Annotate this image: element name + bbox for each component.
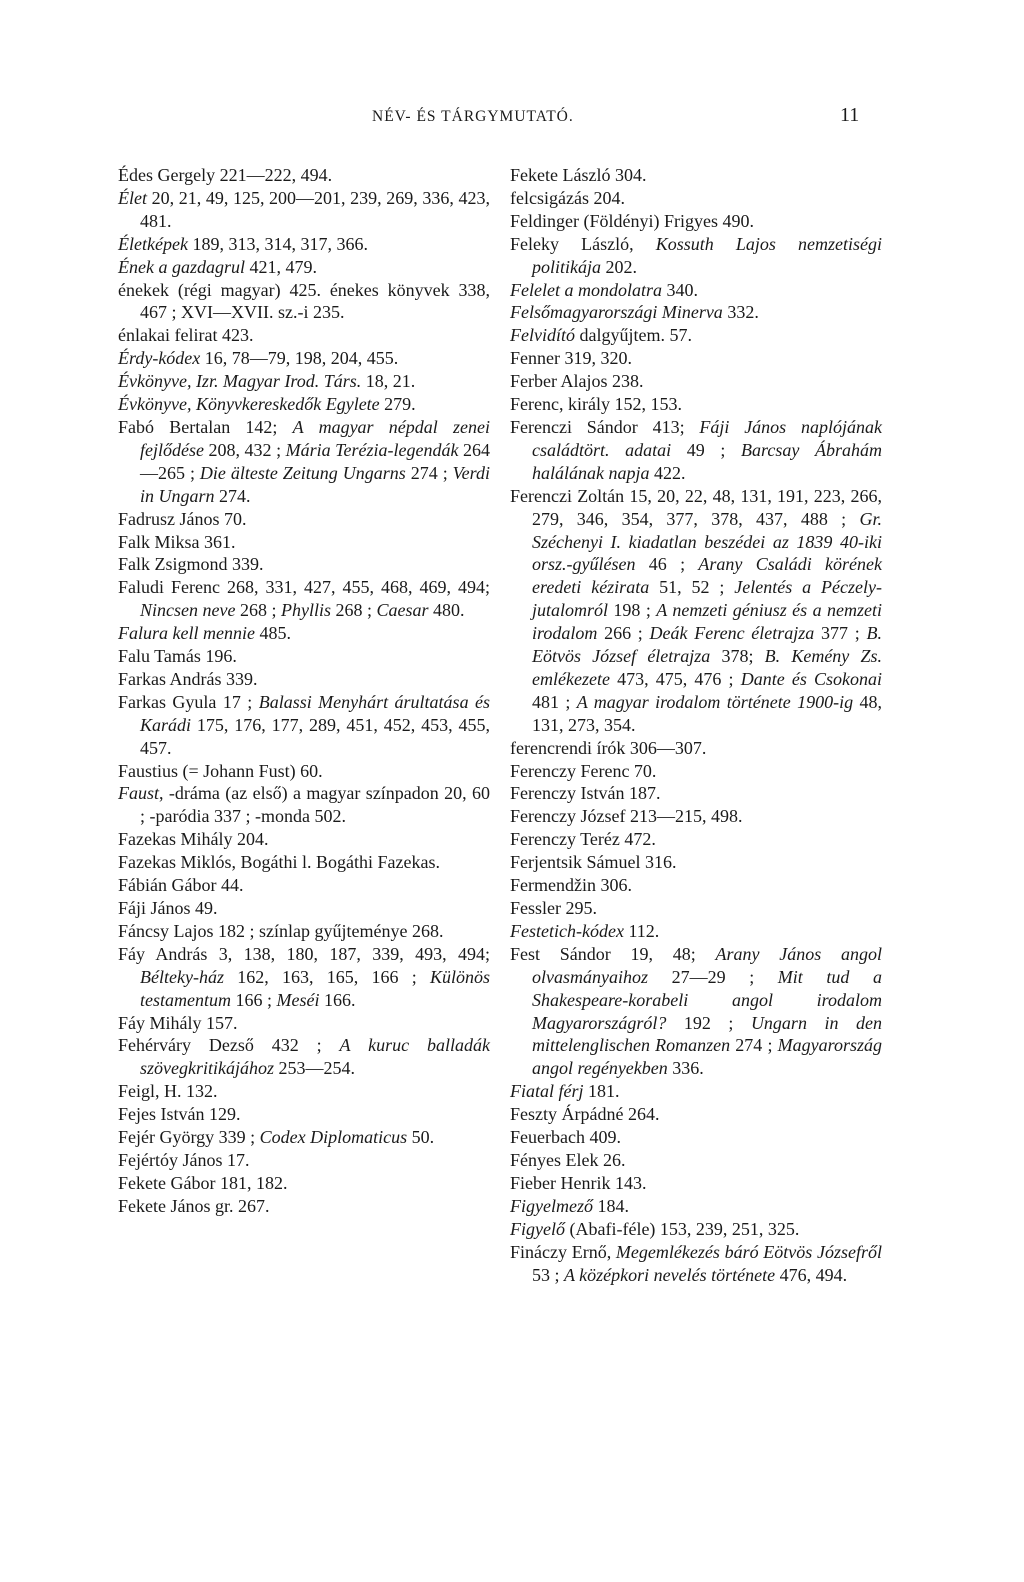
entry-text: Fináczy Ernő, <box>510 1241 616 1262</box>
running-title: NÉV- ÉS TÁRGYMUTATÓ. <box>372 108 574 125</box>
entry-text: ferencrendi írók 306—307. <box>510 737 707 758</box>
entry-title-italic: Felvidító <box>510 325 575 346</box>
entry-title-italic: Életképek <box>118 233 188 254</box>
entry-text: 20, 21, 49, 125, 200—201, 239, 269, 336, 423, 481. <box>140 187 490 231</box>
entry-text: énekek (régi magyar) 425. énekes könyvek 338, 467 ; XVI—XVII. sz.-i 235. <box>118 279 490 323</box>
entry-text: Ferenczy István 187. <box>510 783 661 804</box>
index-entry <box>118 1172 490 1195</box>
entry-text: 202. <box>601 256 637 277</box>
entry-text: Fazekas Miklós, Bogáthi l. Bogáthi Fazekas. <box>118 852 440 873</box>
index-entry <box>118 920 490 943</box>
index-entry <box>510 920 882 943</box>
entry-title-italic: A nemzeti géniusz és a nemzeti irodalom <box>532 600 882 644</box>
entry-text: Fabó Bertalan 142; <box>118 416 293 437</box>
entry-text: Fáy András 3, 138, 180, 187, 339, 493, 494; <box>118 943 490 964</box>
index-entry <box>510 1080 882 1103</box>
index-entry <box>510 393 882 416</box>
index-entry <box>118 370 490 393</box>
entry-text: 208, 432 ; <box>203 439 286 460</box>
index-entry <box>510 897 882 920</box>
entry-text: Fejér György 339 ; <box>118 1127 260 1148</box>
entry-title-italic: Kossuth Lajos nemzetiségi politikája <box>532 233 882 277</box>
index-entry <box>510 210 882 233</box>
index-entry <box>510 416 882 485</box>
index-entry <box>118 622 490 645</box>
index-entry <box>118 897 490 920</box>
index-entry <box>118 874 490 897</box>
entry-title-italic: Festetich-kódex <box>510 920 624 941</box>
entry-text: Farkas András 339. <box>118 668 258 689</box>
entry-title-italic: Gr. Széchenyi I. kiadatlan beszédei az 1839 40-iki orsz.-gyűlésen <box>532 508 882 575</box>
entry-text: 49 ; <box>671 439 742 460</box>
entry-text: 18, 21. <box>361 371 416 392</box>
index-entry <box>118 645 490 668</box>
entry-title-italic: Deák Ferenc életrajza <box>649 623 815 644</box>
index-entry <box>118 1149 490 1172</box>
page-number: 11 <box>840 104 860 126</box>
index-entry <box>118 1034 490 1080</box>
entry-text: Fejértóy János 17. <box>118 1149 250 1170</box>
entry-title-italic: Arany János angol olvasmányaihoz <box>532 943 882 987</box>
entry-text: Falk Miksa 361. <box>118 531 236 552</box>
index-entry <box>118 256 490 279</box>
index-entry <box>118 760 490 783</box>
index-entry <box>510 874 882 897</box>
index-entry <box>510 279 882 302</box>
entry-title-italic: Balassi Menyhárt árultatása és Karádi <box>140 691 490 735</box>
entry-text: Feldinger (Földényi) Frigyes 490. <box>510 210 754 231</box>
index-entry <box>118 576 490 622</box>
index-entry <box>510 233 882 279</box>
entry-text: Fekete Gábor 181, 182. <box>118 1172 288 1193</box>
entry-title-italic: Fáji János naplójának családtört. adatai <box>532 416 882 460</box>
entry-title-italic: Fiatal férj <box>510 1081 584 1102</box>
entry-text: 421, 479. <box>244 256 317 277</box>
entry-title-italic: B. Eötvös József életrajza <box>532 623 882 667</box>
index-entry <box>118 943 490 1012</box>
index-entry <box>510 1195 882 1218</box>
index-entry <box>118 553 490 576</box>
index-entry <box>118 782 490 828</box>
entry-text: Ferenc, király 152, 153. <box>510 394 682 415</box>
entry-text: 112. <box>623 920 660 941</box>
entry-title-italic: Felelet a mondolatra <box>510 279 662 300</box>
entry-title-italic: Barcsay Ábrahám halálának napja <box>532 439 882 483</box>
entry-text: 48, 131, 273, 354. <box>532 691 882 735</box>
entry-text: 181. <box>583 1081 620 1102</box>
index-entry <box>510 760 882 783</box>
entry-text: 175, 176, 177, 289, 451, 452, 453, 455, 457. <box>140 714 490 758</box>
entry-title-italic: Évkönyve, Könyvkereskedők Egylete <box>118 394 380 415</box>
entry-text: 189, 313, 314, 317, 366. <box>187 233 368 254</box>
index-entry <box>118 1126 490 1149</box>
entry-text: Faludi Ferenc 268, 331, 427, 455, 468, 469, 494; <box>118 577 490 598</box>
entry-text: 162, 163, 165, 166 ; <box>223 966 430 987</box>
entry-text: 46 ; <box>635 554 699 575</box>
index-entry <box>118 668 490 691</box>
entry-text: Fadrusz János 70. <box>118 508 247 529</box>
index-entry <box>118 1195 490 1218</box>
entry-text: Feuerbach 409. <box>510 1127 621 1148</box>
index-entry <box>118 393 490 416</box>
entry-title-italic: Megemlékezés báró Eötvös Józsefről <box>615 1241 882 1262</box>
entry-text: Fekete János gr. 267. <box>118 1195 270 1216</box>
entry-text: 184. <box>592 1195 629 1216</box>
entry-text: Fest Sándor 19, 48; <box>510 943 716 964</box>
entry-title-italic: Érdy-kódex <box>118 348 201 369</box>
page-header <box>0 104 1024 138</box>
entry-text: énlakai felirat 423. <box>118 325 254 346</box>
index-entry <box>118 347 490 370</box>
entry-text: Ferber Alajos 238. <box>510 371 644 392</box>
index-entry <box>118 416 490 508</box>
index-entry <box>510 737 882 760</box>
entry-text: 422. <box>649 462 686 483</box>
entry-title-italic: A magyar irodalom története 1900-ig <box>576 691 854 712</box>
entry-title-italic: Mária Terézia-legendák <box>285 439 459 460</box>
index-entry <box>510 851 882 874</box>
entry-text: Fazekas Mihály 204. <box>118 829 269 850</box>
entry-text: 51, 52 ; <box>649 577 735 598</box>
entry-title-italic: Jelentés a Péczely-jutalomról <box>532 577 883 621</box>
entry-title-italic: Mit tud a Shakespeare-korabeli angol irodalom Magyarországról? <box>532 966 882 1033</box>
entry-text: 480. <box>428 600 465 621</box>
index-entry <box>510 485 882 737</box>
entry-text: 377 ; <box>814 623 867 644</box>
entry-text: dalgyűjtem. 57. <box>574 325 692 346</box>
entry-title-italic: A magyar népdal zenei fejlődése <box>140 416 490 460</box>
index-entry <box>510 164 882 187</box>
entry-text: Fejes István 129. <box>118 1104 241 1125</box>
entry-text: Fermendžin 306. <box>510 875 632 896</box>
entry-title-italic: Figyelmező <box>510 1195 593 1216</box>
index-entry <box>510 1218 882 1241</box>
index-entry <box>510 1241 882 1287</box>
entry-title-italic: Figyelő <box>510 1218 565 1239</box>
entry-text: 268 ; <box>235 600 281 621</box>
index-entry <box>118 828 490 851</box>
index-entry <box>510 187 882 210</box>
entry-title-italic: Különös testamentum <box>140 966 490 1010</box>
entry-title-italic: Ének a gazdagrul <box>118 256 245 277</box>
entry-title-italic: A középkori nevelés története <box>564 1264 776 1285</box>
entry-text: Fáy Mihály 157. <box>118 1012 238 1033</box>
entry-text: Feigl, H. 132. <box>118 1081 218 1102</box>
entry-title-italic: A kuruc balladák szövegkritikájához <box>140 1035 490 1079</box>
entry-text: 473, 475, 476 ; <box>609 668 741 689</box>
entry-text: Fieber Henrik 143. <box>510 1172 647 1193</box>
entry-text: Ferenczi Zoltán 15, 20, 22, 48, 131, 191, 223, 266, 279, 346, 354, 377, 378, 437, 488 ; <box>510 485 882 529</box>
index-entry <box>510 301 882 324</box>
index-entry <box>118 691 490 760</box>
index-entry <box>118 233 490 256</box>
entry-text: Falk Zsigmond 339. <box>118 554 264 575</box>
entry-title-italic: Verdi in Ungarn <box>140 462 490 506</box>
entry-text: 332. <box>722 302 759 323</box>
entry-text: 279. <box>379 394 416 415</box>
entry-text: Fessler 295. <box>510 898 597 918</box>
entry-text: Falu Tamás 196. <box>118 646 237 667</box>
entry-text: 340. <box>661 279 698 300</box>
index-entry <box>118 164 490 187</box>
index-entry <box>510 347 882 370</box>
entry-text: 274. <box>214 485 251 506</box>
entry-title-italic: B. Kemény Zs. emlékezete <box>532 646 882 689</box>
entry-text: 53 ; <box>532 1264 565 1285</box>
entry-text: Fábián Gábor 44. <box>118 875 244 896</box>
entry-text: Feszty Árpádné 264. <box>510 1104 660 1125</box>
entry-title-italic: Évkönyve, Izr. Magyar Irod. Társ. <box>118 371 362 392</box>
entry-text: Fáji János 49. <box>118 898 218 918</box>
entry-text: Fenner 319, 320. <box>510 348 632 369</box>
entry-text: 16, 78—79, 198, 204, 455. <box>200 348 399 369</box>
entry-text: 485. <box>254 623 291 644</box>
entry-text: Édes Gergely 221—222, 494. <box>118 165 333 185</box>
entry-text: (Abafi-féle) 153, 239, 251, 325. <box>564 1218 800 1239</box>
entry-text: 266 ; <box>597 623 650 644</box>
entry-title-italic: Die älteste Zeitung Ungarns <box>199 462 406 483</box>
entry-text: 253—254. <box>273 1058 355 1079</box>
entry-text: Feleky László, <box>510 233 656 254</box>
index-entry <box>118 279 490 325</box>
entry-text: 274 ; <box>405 462 453 483</box>
entry-text: Ferjentsik Sámuel 316. <box>510 852 677 873</box>
index-entry <box>510 1149 882 1172</box>
entry-text: 166 ; <box>230 989 277 1010</box>
index-entry <box>510 370 882 393</box>
entry-title-italic: Arany Családi körének eredeti kézirata <box>532 554 882 598</box>
index-entry <box>510 324 882 347</box>
entry-text: 476, 494. <box>775 1264 848 1285</box>
entry-title-italic: Falura kell mennie <box>118 623 255 644</box>
entry-title-italic: Nincsen neve <box>140 600 236 621</box>
entry-text: 268 ; <box>330 600 377 621</box>
entry-text: 378; <box>710 646 765 667</box>
entry-text: 27—29 ; <box>648 966 778 987</box>
entry-title-italic: Élet <box>118 187 147 208</box>
index-entry <box>510 1103 882 1126</box>
index-entry <box>118 851 490 874</box>
entry-text: 274 ; <box>730 1035 778 1056</box>
entry-text: 336. <box>667 1058 704 1079</box>
entry-text: Faustius (= Johann Fust) 60. <box>118 760 323 781</box>
index-entry <box>510 828 882 851</box>
entry-title-italic: Magyarország angol regényekben <box>532 1035 882 1079</box>
entry-title-italic: Felsőmagyarországi Minerva <box>510 302 723 323</box>
entry-text: 192 ; <box>666 1012 751 1033</box>
index-entry <box>510 1172 882 1195</box>
entry-text: 264—265 ; <box>140 439 490 483</box>
entry-text: Farkas Gyula 17 ; <box>118 691 259 712</box>
entry-text: 198 ; <box>608 600 657 621</box>
index-entry <box>510 1126 882 1149</box>
entry-text: Ferenczi Sándor 413; <box>510 416 700 437</box>
entry-title-italic: Meséi <box>276 989 320 1010</box>
index-entry <box>118 1012 490 1035</box>
index-entry <box>118 531 490 554</box>
entry-text: , -dráma (az első) a magyar színpadon 20, 60 ; -paródia 337 ; -monda 502. <box>140 783 490 827</box>
entry-text: Fehérváry Dezső 432 ; <box>118 1035 340 1056</box>
index-entry <box>510 805 882 828</box>
entry-text: Fekete László 304. <box>510 165 647 185</box>
index-column-left <box>118 164 490 1218</box>
entry-text: 481 ; <box>532 691 577 712</box>
entry-text: Fáncsy Lajos 182 ; színlap gyűjteménye 268. <box>118 920 444 941</box>
index-entry <box>118 1080 490 1103</box>
entry-text: Ferenczy Teréz 472. <box>510 829 656 850</box>
index-column-right <box>510 164 882 1286</box>
index-entry <box>510 943 882 1080</box>
entry-title-italic: Phyllis <box>280 600 331 621</box>
entry-text: felcsigázás 204. <box>510 187 625 208</box>
entry-text: Fényes Elek 26. <box>510 1149 626 1170</box>
index-entry <box>118 508 490 531</box>
entry-text: Ferenczy József 213—215, 498. <box>510 806 743 827</box>
entry-title-italic: Codex Diplomaticus <box>259 1127 408 1148</box>
entry-text: 50. <box>407 1127 435 1148</box>
entry-title-italic: Caesar <box>376 600 429 621</box>
entry-text: Ferenczy Ferenc 70. <box>510 760 657 781</box>
entry-title-italic: Faust <box>118 783 160 804</box>
index-entry <box>118 187 490 233</box>
entry-title-italic: Ungarn in den mittelenglischen Romanzen <box>532 1012 882 1056</box>
entry-text: 166. <box>319 989 356 1010</box>
index-entry <box>118 324 490 347</box>
entry-title-italic: Bélteky-ház <box>140 966 224 987</box>
index-entry <box>118 1103 490 1126</box>
index-entry <box>510 782 882 805</box>
entry-title-italic: Dante és Csokonai <box>740 668 882 689</box>
